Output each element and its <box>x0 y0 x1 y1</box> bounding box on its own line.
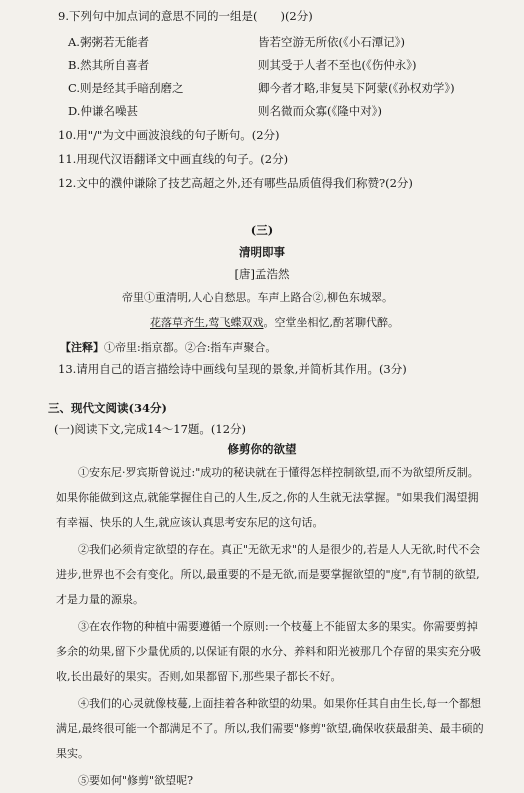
q12: 12.文中的濮仲谦除了技艺高超之外,还有哪些品质值得我们称赞?(2分) <box>58 176 413 190</box>
article-paragraph-2: ②我们必须肯定欲望的存在。真正"无欲无求"的人是很少的,若是人人无欲,时代不会进步,世界也不会有变化。所以,最重要的不是无欲,而是要掌握欲望的"度",有节制的欲望,才是力量的源泉。 <box>56 543 481 606</box>
poem-title: 清明即事 <box>239 245 285 259</box>
q9-option-c-right: 卿今者才略,非复吴下阿蒙(《孙权劝学》) <box>258 81 455 95</box>
poem-line-2-rest: 。空堂坐相忆,酌茗聊代醉。 <box>263 316 399 329</box>
q9-option-b-left: B.然其所自喜者 <box>68 58 150 72</box>
q13: 13.请用自己的语言描绘诗中画线句呈现的景象,并简析其作用。(3分) <box>58 362 407 376</box>
poem-line-1: 帝里①重清明,人心自愁思。车声上路合②,柳色东城翠。 <box>122 291 393 304</box>
q10: 10.用"/"为文中画波浪线的句子断句。(2分) <box>58 128 280 142</box>
article-paragraph-4: ④我们的心灵就像枝蔓,上面挂着各种欲望的幼果。如果你任其自由生长,每一个都想满足,最终很可能一个都满足不了。所以,我们需要"修剪"欲望,确保收获最甜美、最丰硕的果实。 <box>56 697 484 760</box>
q9-option-b-right: 则其受于人者不至也(《伤仲永》) <box>258 58 417 72</box>
q9-option-a-left: A.粥粥若无能者 <box>68 35 149 49</box>
q9-option-d-right: 则名微而众寡(《隆中对》) <box>258 104 382 118</box>
poem-note <box>60 339 276 355</box>
part3-subheading: (一)阅读下文,完成14～17题。(12分) <box>54 422 247 436</box>
note-text: ①帝里:指京都。②合:指车声聚合。 <box>104 341 277 354</box>
section-number: (三) <box>250 223 274 237</box>
q9-option-a-right: 皆若空游无所依(《小石潭记》) <box>258 35 405 49</box>
article-title: 修剪你的欲望 <box>227 442 297 456</box>
note-label: 【注释】 <box>60 341 104 354</box>
part3-heading: 三、现代文阅读(34分) <box>48 401 167 415</box>
q9-option-d-left: D.仲谦名噪甚 <box>68 104 138 118</box>
article-paragraph-3: ③在农作物的种植中需要遵循一个原则:一个枝蔓上不能留太多的果实。你需要剪掉多余的幼果,留下少量优质的,以保证有限的水分、养料和阳光被那几个存留的果实充分吸收,长出最好的果实。否则,如果都留下,那些果子都长不好。 <box>56 620 481 683</box>
q9-option-c-left: C.则是经其手暗刮磨之 <box>68 81 184 95</box>
article-paragraph-5: ⑤要如何"修剪"欲望呢? <box>78 774 194 787</box>
poem-author: [唐]孟浩然 <box>234 267 290 281</box>
q9-stem: 9.下列句中加点词的意思不同的一组是( )(2分) <box>58 9 313 23</box>
poem-underlined-lines: 花落草齐生,莺飞蝶双戏 <box>150 316 264 329</box>
poem-line-2 <box>150 314 399 330</box>
q11: 11.用现代汉语翻译文中画直线的句子。(2分) <box>58 152 289 166</box>
article-paragraph-1: ①安东尼·罗宾斯曾说过:"成功的秘诀就在于懂得怎样控制欲望,而不为欲望所反制。如果你能做到这点,就能掌握住自己的人生,反之,你的人生就无法掌握。"如果我们渴望拥有幸福、快乐的人生,就应该认真思考安东尼的这句话。 <box>56 466 479 529</box>
